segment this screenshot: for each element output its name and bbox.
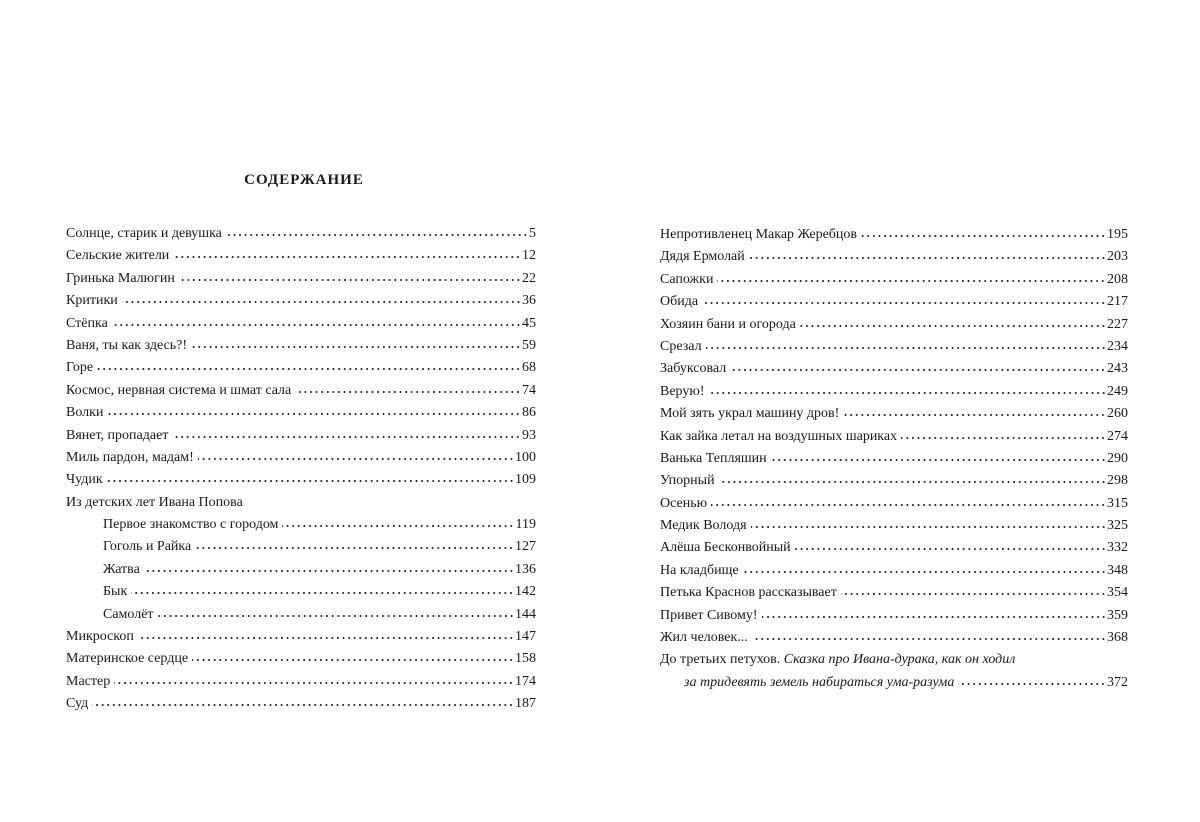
dot-leader [901, 436, 1106, 440]
page-number: 243 [1107, 361, 1128, 377]
page-number: 119 [515, 517, 536, 533]
page-number: 109 [515, 472, 536, 488]
entry-title-text: Ванька Тепляшин [660, 450, 767, 466]
toc-entry[interactable] [660, 359, 1128, 381]
entry-title [660, 247, 745, 267]
dot-leader [198, 457, 514, 461]
entry-title [66, 627, 134, 647]
toc-entry[interactable] [66, 269, 536, 291]
dot-leader [295, 390, 521, 394]
dot-leader [752, 637, 1106, 641]
page-number: 368 [1107, 630, 1128, 646]
entry-subtitle: Сказка про Ивана-дурака, как он ходил [783, 652, 1016, 668]
page-number: 208 [1107, 271, 1128, 287]
dot-leader [138, 636, 514, 640]
entry-title-text: Из детских лет Ивана Попова [66, 494, 243, 510]
dot-leader [706, 346, 1106, 350]
entry-title-text: На кладбище [660, 562, 739, 578]
entry-title-text: Самолёт [103, 606, 154, 622]
toc-entry[interactable] [66, 403, 536, 425]
toc-subentry[interactable] [66, 605, 536, 627]
entry-title [66, 358, 93, 378]
page-number: 12 [522, 248, 536, 264]
entry-title-text: Дядя Ермолай [660, 249, 745, 265]
page-number: 227 [1107, 316, 1128, 332]
toc-entry[interactable] [660, 650, 1128, 672]
dot-leader [192, 658, 514, 662]
entry-title-text: Медик Володя [660, 518, 747, 534]
page-number: 5 [529, 226, 536, 241]
entry-title-text: Первое знакомство с городом [103, 517, 279, 533]
toc-entry[interactable] [66, 246, 536, 268]
toc-entry[interactable] [66, 649, 536, 671]
entry-title-text: Стёпка [66, 315, 108, 331]
entry-title [660, 471, 715, 491]
page-number: 74 [522, 382, 536, 398]
entry-title-text: Сапожки [660, 271, 714, 287]
page-number: 315 [1107, 495, 1128, 511]
toc-heading: СОДЕРЖАНИЕ [244, 172, 364, 188]
entry-title [66, 336, 187, 356]
entry-title-text: Миль пардон, мадам! [66, 449, 194, 465]
entry-title-text: Солнце, старик и девушка [66, 226, 222, 241]
dot-leader [841, 592, 1106, 596]
page-number: 86 [522, 405, 536, 421]
entry-title-text: Микроскоп [66, 629, 134, 645]
entry-title-text: Волки [66, 405, 104, 421]
dot-leader [195, 546, 514, 550]
page-number: 372 [1107, 674, 1128, 690]
entry-title [660, 606, 758, 626]
toc-entry[interactable] [660, 494, 1128, 516]
page-number: 22 [522, 270, 536, 286]
entry-title [660, 337, 702, 357]
toc-entry[interactable] [660, 561, 1128, 583]
dot-leader [158, 614, 514, 618]
entry-title [103, 582, 127, 602]
entry-title-text: Материнское сердце [66, 651, 189, 667]
dot-leader [843, 413, 1106, 417]
entry-title [66, 470, 103, 490]
dot-leader [762, 615, 1106, 619]
entry-title-text: Алёша Бесконвойный [660, 540, 791, 556]
entry-title-text: Хозяин бани и огорода [660, 316, 796, 332]
entry-title [660, 538, 791, 558]
entry-subtitle: за тридевять земель набираться ума-разума [684, 674, 955, 690]
toc-entry[interactable] [66, 694, 536, 716]
entry-title [660, 292, 698, 312]
toc-entry[interactable] [660, 583, 1128, 605]
entry-title-text: Забуксовал [660, 361, 727, 377]
entry-title [103, 560, 140, 580]
entry-title [660, 516, 747, 536]
dot-leader [958, 682, 1106, 686]
entry-title-text: Космос, нервная система и шмат сала [66, 382, 292, 398]
toc-entry[interactable] [66, 672, 536, 694]
dot-leader [749, 256, 1106, 260]
dot-leader [107, 412, 521, 416]
entry-title [660, 359, 726, 379]
page-number: 100 [515, 449, 536, 465]
toc-entry[interactable] [660, 449, 1128, 471]
dot-leader [172, 435, 521, 439]
entry-title [66, 403, 103, 423]
entry-title-text: Гоголь и Райка [103, 539, 192, 555]
toc-subentry[interactable] [66, 537, 536, 559]
toc-entry[interactable] [66, 426, 536, 448]
toc-entry[interactable] [660, 382, 1128, 404]
dot-leader [702, 301, 1106, 305]
dot-leader [282, 524, 514, 528]
page-number: 290 [1107, 450, 1128, 466]
entry-title-text: Как зайка летал на воздушных шариках [660, 428, 898, 444]
page-number: 68 [522, 360, 536, 376]
page-number: 136 [515, 561, 536, 577]
entry-title [66, 246, 169, 266]
entry-title-text: Бык [103, 584, 128, 600]
page-number: 174 [515, 673, 536, 689]
page-number: 332 [1107, 540, 1128, 556]
dot-leader [92, 703, 514, 707]
entry-title-text: Вянет, пропадает [66, 427, 169, 443]
page-number: 325 [1107, 518, 1128, 534]
entry-title-text: Сельские жители [66, 248, 170, 264]
dot-leader [795, 547, 1106, 551]
entry-title-text: Петька Краснов рассказывает [660, 585, 837, 601]
entry-title [103, 537, 191, 557]
toc-entry[interactable] [66, 493, 536, 515]
toc-left-column [66, 224, 536, 717]
toc-entry[interactable] [660, 516, 1128, 538]
entry-title [660, 650, 1015, 670]
entry-title-text: Ваня, ты как здесь?! [66, 337, 188, 353]
entry-title-text: Критики [66, 293, 118, 309]
dot-leader [191, 345, 521, 349]
dot-leader [173, 255, 521, 259]
toc-entry[interactable] [660, 337, 1128, 359]
entry-title [103, 605, 154, 625]
entry-title [660, 270, 713, 290]
toc-entry[interactable] [66, 224, 536, 246]
entry-title [660, 382, 705, 402]
page-number: 142 [515, 584, 536, 600]
toc-entry[interactable] [660, 628, 1128, 650]
dot-leader [771, 458, 1106, 462]
entry-title [66, 314, 108, 334]
entry-title [660, 404, 839, 424]
toc-entry[interactable] [66, 627, 536, 649]
page-number: 93 [522, 427, 536, 443]
entry-title-text: До третьих петухов. [660, 652, 781, 668]
toc-entry[interactable] [660, 247, 1128, 269]
toc-entry[interactable] [66, 470, 536, 492]
dot-leader [719, 480, 1106, 484]
dot-leader [122, 300, 521, 304]
toc-subentry[interactable] [66, 515, 536, 537]
entry-title-text: Непротивленец Макар Жеребцов [660, 227, 858, 242]
toc-entry[interactable] [660, 427, 1128, 449]
entry-title [684, 673, 954, 693]
dot-leader [711, 503, 1106, 507]
entry-title-text: Горе [66, 360, 94, 376]
toc-entry[interactable] [660, 471, 1128, 493]
entry-title [66, 224, 222, 244]
page-number: 195 [1107, 227, 1128, 242]
entry-title-text: Суд [66, 696, 89, 712]
entry-title [66, 426, 168, 446]
entry-title-text: Мастер [66, 673, 111, 689]
dot-leader [131, 591, 514, 595]
dot-leader [743, 570, 1106, 574]
page-number: 203 [1107, 249, 1128, 265]
toc-entry[interactable] [66, 448, 536, 470]
toc-entry[interactable] [660, 315, 1128, 337]
toc-entry[interactable] [660, 606, 1128, 628]
dot-leader [179, 278, 521, 282]
dot-leader [861, 234, 1106, 238]
page-number: 59 [522, 337, 536, 353]
entry-title [66, 269, 175, 289]
entry-title-text: Привет Сивому! [660, 607, 758, 623]
page-number: 147 [515, 629, 536, 645]
entry-title [66, 649, 188, 669]
entry-title-text: Верую! [660, 383, 705, 399]
dot-leader [226, 233, 528, 237]
entry-title [66, 448, 194, 468]
page-number: 359 [1107, 607, 1128, 623]
entry-title [660, 583, 837, 603]
page-number: 45 [522, 315, 536, 331]
entry-title-text: Жил человек... [660, 630, 748, 646]
page-number: 260 [1107, 406, 1128, 422]
page-number: 36 [522, 293, 536, 309]
dot-leader [97, 367, 521, 371]
toc-entry[interactable] [660, 225, 1128, 247]
toc-entry[interactable] [66, 358, 536, 380]
page-number: 234 [1107, 338, 1128, 354]
entry-title [660, 494, 707, 514]
entry-title-text: Обида [660, 294, 699, 310]
toc-subentry[interactable] [66, 582, 536, 604]
toc-entry[interactable] [660, 270, 1128, 292]
entry-title [660, 449, 767, 469]
dot-leader [107, 479, 514, 483]
entry-title [660, 225, 857, 245]
entry-title [660, 427, 897, 447]
dot-leader [717, 279, 1106, 283]
entry-title-text: Срезал [660, 338, 702, 354]
page-number: 158 [515, 651, 536, 667]
dot-leader [112, 323, 521, 327]
entry-title [66, 381, 291, 401]
toc-entry[interactable] [660, 292, 1128, 314]
page-number: 127 [515, 539, 536, 555]
entry-title [66, 694, 88, 714]
dot-leader [114, 681, 514, 685]
entry-title [660, 561, 739, 581]
toc-entry[interactable] [66, 381, 536, 403]
toc-right-column [660, 225, 1128, 695]
entry-title-text: Упорный [660, 473, 715, 489]
entry-title-text: Жатва [103, 561, 140, 577]
toc-entry[interactable] [660, 404, 1128, 426]
page-number: 249 [1107, 383, 1128, 399]
entry-title [103, 515, 278, 535]
entry-title-text: Гринька Малюгин [66, 270, 175, 286]
toc-subentry[interactable] [66, 560, 536, 582]
dot-leader [800, 324, 1106, 328]
entry-title [66, 493, 243, 513]
entry-title [66, 291, 118, 311]
page-number: 298 [1107, 473, 1128, 489]
entry-title [66, 672, 110, 692]
page-number: 354 [1107, 585, 1128, 601]
page-number: 144 [515, 606, 536, 622]
toc-entry[interactable] [66, 314, 536, 336]
entry-title-text: Мой зять украл машину дров! [660, 406, 840, 422]
page-number: 187 [515, 696, 536, 712]
entry-title-text: Осенью [660, 495, 708, 511]
toc-entry[interactable] [660, 673, 1128, 695]
toc-entry[interactable] [66, 291, 536, 313]
page-number: 274 [1107, 428, 1128, 444]
toc-entry[interactable] [660, 538, 1128, 560]
dot-leader [751, 525, 1106, 529]
dot-leader [144, 569, 514, 573]
page-number: 217 [1107, 294, 1128, 310]
toc-entry[interactable] [66, 336, 536, 358]
dot-leader [730, 368, 1106, 372]
entry-title-text: Чудик [66, 472, 103, 488]
page-number: 348 [1107, 562, 1128, 578]
dot-leader [709, 391, 1107, 395]
entry-title [660, 628, 748, 648]
entry-title [660, 315, 796, 335]
